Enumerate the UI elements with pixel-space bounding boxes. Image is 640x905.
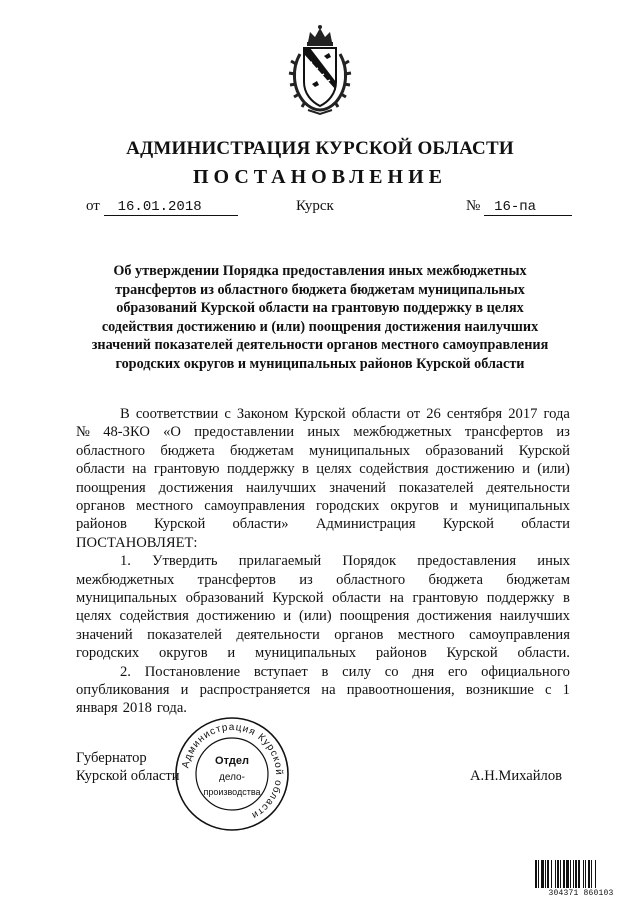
body-word: его <box>448 663 468 680</box>
title-line: содействия достижению и (или) поощрения достижения наилучших <box>101 318 539 335</box>
body-line <box>76 442 570 460</box>
body-word: муниципальных <box>255 645 357 662</box>
body-word: округов <box>159 645 208 662</box>
body-line <box>76 663 570 681</box>
body-word: деятельности <box>236 626 320 643</box>
body-word: Курской <box>294 406 346 422</box>
document-type: ПОСТАНОВЛЕНИЕ <box>193 166 447 188</box>
organization-name: АДМИНИСТРАЦИЯ КУРСКОЙ ОБЛАСТИ <box>126 138 514 159</box>
body-word: областного <box>336 571 406 588</box>
body-word: достижения <box>417 608 492 625</box>
stamp-ring-text: Администрация Курской области <box>180 721 285 822</box>
body-word: из <box>556 424 570 441</box>
stamp-line: Отдел <box>215 755 249 767</box>
body-word: Порядок <box>342 553 397 570</box>
body-word: со <box>384 663 399 680</box>
title-line: Об утверждении Порядка предоставления иных межбюджетных <box>113 263 527 279</box>
document-title <box>70 262 570 374</box>
body-word: бюджетам <box>230 442 294 459</box>
body-word: в <box>563 590 570 606</box>
title-line: значений показателей деятельности органов местного самоуправления <box>91 337 549 354</box>
body-word: от <box>406 406 421 422</box>
body-line <box>76 644 570 662</box>
body-word: грантовую <box>412 590 479 606</box>
body-word: 48-ЗКО <box>103 424 150 441</box>
document-city: Курск <box>296 198 334 214</box>
body-word: межбюджетных <box>353 424 452 441</box>
body-word: трансфертов <box>464 424 544 441</box>
body-word: области <box>521 516 570 533</box>
body-word: Постановление <box>144 663 241 680</box>
barcode-bar <box>547 860 549 888</box>
body-word: иных <box>537 553 570 570</box>
body-word: содействия <box>359 461 429 478</box>
title-line: трансфертов из областного бюджета бюджетам муниципальных <box>115 281 525 298</box>
body-word: области» <box>232 516 289 533</box>
number-prefix: № <box>466 198 481 214</box>
body-word: № <box>76 424 90 441</box>
body-line <box>76 607 570 625</box>
body-word: прилагаемый <box>238 553 322 570</box>
body-word: бюджета <box>160 442 215 459</box>
body-word: местного <box>397 626 455 643</box>
body-word: и <box>283 608 292 625</box>
body-word: районов <box>76 516 127 533</box>
body-word: с <box>545 682 552 698</box>
body-line <box>76 571 570 589</box>
body-line <box>76 405 570 423</box>
body-word: деятельности <box>486 479 570 496</box>
body-word: областного <box>76 442 145 459</box>
body-word: из <box>299 571 313 588</box>
body-word: городских <box>316 498 380 514</box>
body-word: 1 <box>562 682 570 698</box>
body-line <box>76 423 570 441</box>
body-word: 2. <box>120 663 131 680</box>
body-word: наилучших <box>245 479 317 496</box>
body-word: соответствии <box>135 406 219 422</box>
body-word: и <box>180 682 189 698</box>
body-word: Курской <box>272 590 324 606</box>
body-word: сентября <box>446 406 503 422</box>
body-line <box>76 589 570 607</box>
body-word: поощрения <box>76 479 146 496</box>
body-word: опубликования <box>76 682 170 698</box>
body-word: и <box>450 498 458 514</box>
barcode-bar <box>595 860 596 888</box>
body-word: образований <box>185 590 264 606</box>
barcode-bar <box>551 860 552 888</box>
body-line <box>76 479 570 497</box>
barcode-bar <box>560 860 561 888</box>
body-word: трансфертов <box>197 571 276 588</box>
body-word: на <box>321 682 336 698</box>
body-word: органов <box>76 498 126 514</box>
body-word: и <box>227 645 236 662</box>
body-word: округов <box>390 498 439 514</box>
body-word: самоуправления <box>204 498 305 514</box>
body-line <box>76 626 570 644</box>
body-word: бюджета <box>428 571 483 588</box>
body-word: ПОСТАНОВЛЯЕТ: <box>76 534 198 551</box>
body-word: с <box>224 406 231 422</box>
body-word: 2017 <box>508 406 538 422</box>
body-word: Утвердить <box>152 553 218 570</box>
body-word: местного <box>136 498 194 514</box>
body-word: муниципальных <box>76 590 178 606</box>
barcode-number: 304371 860103 <box>548 889 614 898</box>
body-word: области <box>351 406 401 422</box>
barcode-bar <box>588 860 590 888</box>
body-word: муниципальных <box>309 442 411 459</box>
body-word: предоставления <box>417 553 517 570</box>
body-word: правоотношения, <box>346 682 455 698</box>
body-word: городских <box>76 645 140 662</box>
body-word: значений <box>329 479 386 496</box>
body-line <box>76 515 570 533</box>
barcode-bar <box>573 860 574 888</box>
body-word: распространяется <box>199 682 311 698</box>
title-line: образований Курской области на грантовую поддержку в целях <box>116 300 524 317</box>
body-word: области. <box>517 645 570 662</box>
barcode-bar <box>578 860 580 888</box>
body-word: 26 <box>426 406 441 422</box>
body-word: достижению <box>196 608 276 625</box>
body-word: самоуправления <box>469 626 570 643</box>
office-stamp <box>172 714 292 834</box>
body-word: года. <box>156 700 187 717</box>
body-line <box>76 497 570 515</box>
body-word: на <box>389 590 404 606</box>
body-word: в <box>301 461 309 478</box>
date-prefix: от <box>86 198 100 214</box>
body-word: районов <box>375 645 427 662</box>
body-word: содействия <box>119 608 189 625</box>
barcode-bar <box>545 860 546 888</box>
body-word: и <box>522 461 530 478</box>
body-word: целях <box>76 608 112 625</box>
body-word: дня <box>412 663 435 680</box>
body-word: года <box>543 406 570 422</box>
body-word: области <box>76 461 125 478</box>
body-word: возникшие <box>465 682 534 698</box>
body-word: января <box>76 700 118 717</box>
barcode-bar <box>555 860 556 888</box>
body-word: «О <box>163 424 181 441</box>
body-word: бюджетам <box>506 571 570 588</box>
body-word: грантовую <box>153 461 220 478</box>
barcode-bar <box>535 860 537 888</box>
body-word: целях <box>316 461 352 478</box>
barcode-bar <box>557 860 559 888</box>
body-word: В <box>120 406 130 422</box>
barcode <box>534 860 628 890</box>
body-word: официального <box>481 663 570 680</box>
signatory-name: А.Н.Михайлов <box>470 768 563 784</box>
barcode-bar <box>570 860 571 888</box>
body-word: вступает <box>253 663 308 680</box>
barcode-bar <box>575 860 577 888</box>
body-word: муниципальных <box>468 498 570 514</box>
body-word: (или) <box>537 461 570 478</box>
body-word: Администрация <box>315 516 416 533</box>
document-number: 16-па <box>484 199 572 216</box>
body-word: иных <box>307 424 341 441</box>
body-word: наилучших <box>499 608 570 625</box>
date-field <box>86 198 238 216</box>
body-word: поддержку <box>486 590 555 606</box>
body-word: предоставлении <box>194 424 295 441</box>
position-line: Курской области <box>76 768 180 785</box>
body-line <box>76 699 570 717</box>
signature-position <box>76 749 180 786</box>
barcode-bar <box>591 860 592 888</box>
body-word: 2018 <box>122 700 152 717</box>
coat-of-arms-emblem <box>286 24 354 116</box>
body-line <box>76 552 570 570</box>
barcode-bar <box>585 860 586 888</box>
body-word: показателей <box>147 626 222 643</box>
body-word: органов <box>334 626 384 643</box>
body-word: достижения <box>158 479 234 496</box>
document-date: 16.01.2018 <box>104 199 238 216</box>
stamp-line: производства <box>203 787 261 797</box>
body-word: на <box>132 461 147 478</box>
barcode-bar <box>566 860 569 888</box>
body-word: в <box>321 663 329 680</box>
body-word: области <box>332 590 381 606</box>
body-word: силу <box>342 663 372 680</box>
body-line <box>76 534 570 552</box>
body-word: Курской <box>154 516 206 533</box>
position-line: Губернатор <box>76 750 147 766</box>
body-word: Курской <box>518 442 570 459</box>
body-word: межбюджетных <box>76 571 175 588</box>
barcode-bar <box>541 860 544 888</box>
body-line <box>76 681 570 699</box>
stamp-line: дело- <box>219 772 245 783</box>
body-word: поощрения <box>339 608 410 625</box>
body-word: показателей <box>398 479 474 496</box>
number-field <box>466 198 572 216</box>
title-line: городских округов и муниципальных районов Курской области <box>115 355 525 372</box>
body-word: достижению <box>436 461 515 478</box>
barcode-bar <box>538 860 539 888</box>
body-word: Курской <box>446 645 498 662</box>
barcode-bar <box>563 860 565 888</box>
body-word: образований <box>425 442 504 459</box>
body-word: поддержку <box>226 461 295 478</box>
barcode-bar <box>583 860 584 888</box>
body-word: (или) <box>299 608 332 625</box>
body-word: Законом <box>236 406 289 422</box>
body-word: 1. <box>120 553 131 570</box>
body-word: значений <box>76 626 133 643</box>
body-word: Курской <box>442 516 494 533</box>
body-line <box>76 460 570 478</box>
